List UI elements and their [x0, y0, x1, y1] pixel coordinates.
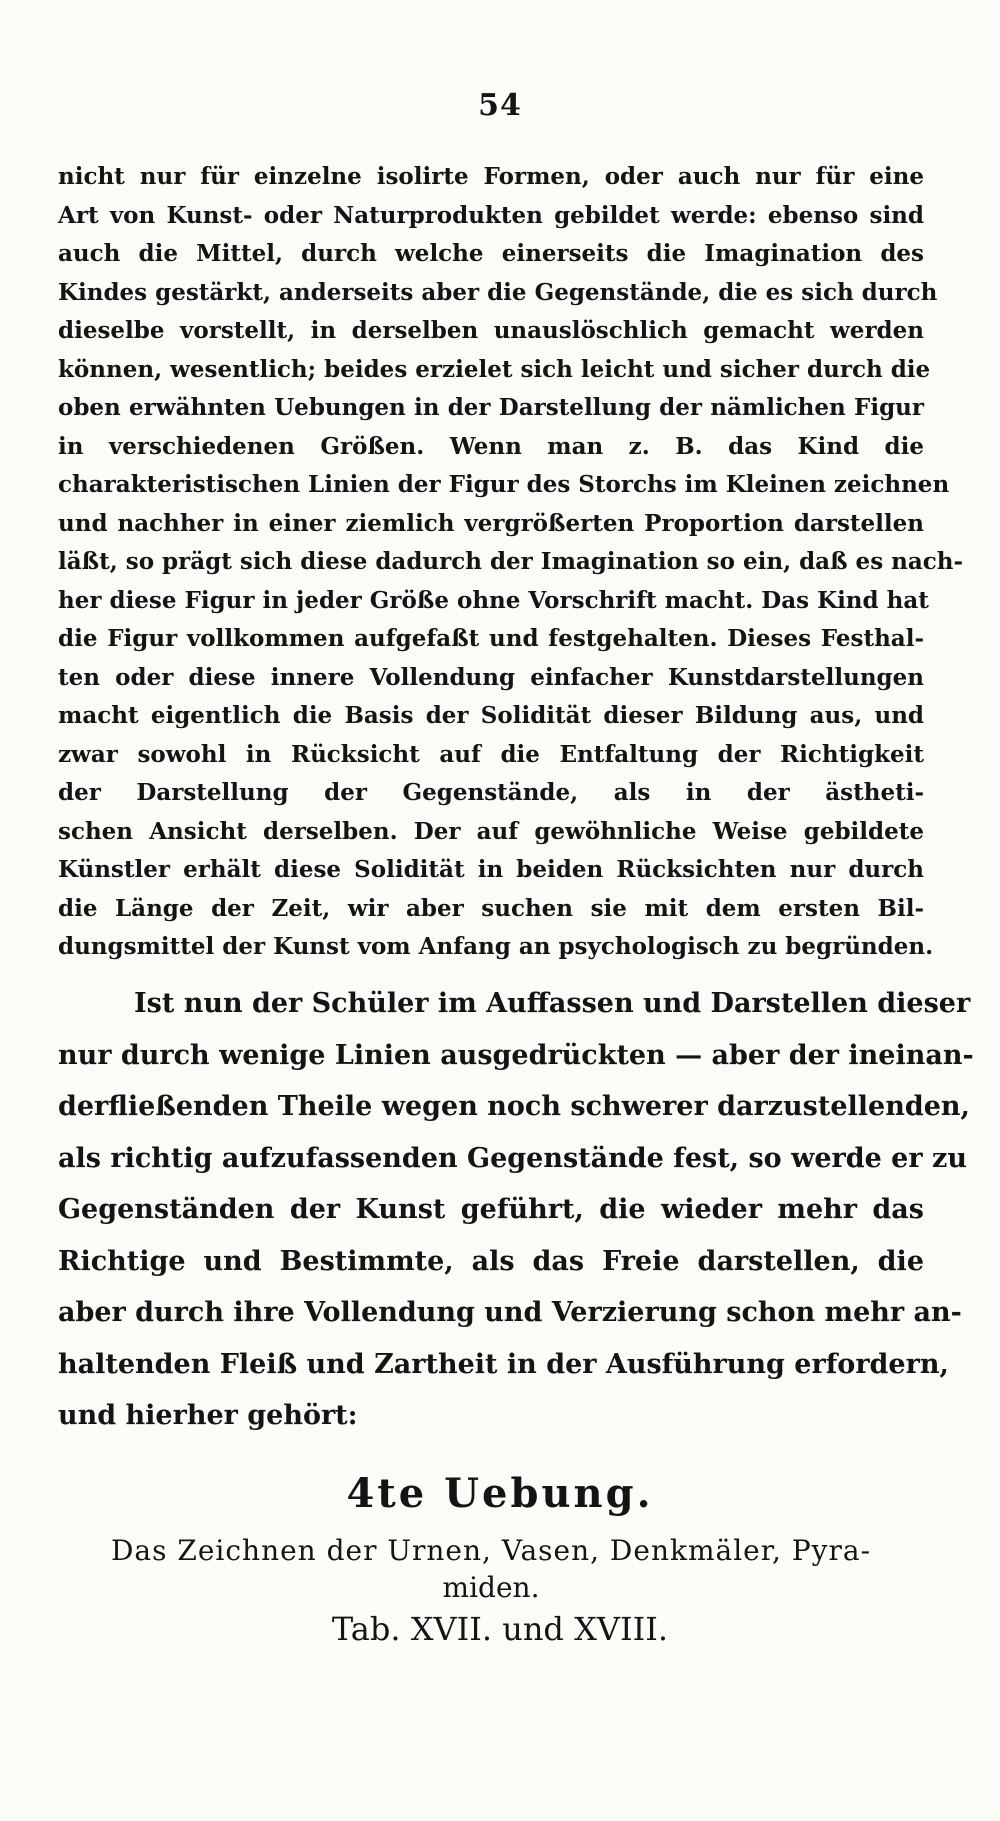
text-line: Kindes gestärkt, anderseits aber die Gegenstände, die es sich durch: [58, 278, 938, 306]
text-line: auch die Mittel, durch welche einerseits die Imagination des: [58, 240, 924, 267]
paragraph-2: [58, 978, 974, 1442]
text-line: Ist nun der Schüler im Auffassen und Darstellen dieser: [134, 988, 971, 1019]
text-line: nur durch wenige Linien ausgedrückten — aber der ineinan-: [58, 1039, 974, 1071]
page-number: 54: [478, 88, 522, 123]
text-line: als richtig aufzufassenden Gegenstände fest, so werde er zu: [58, 1142, 967, 1174]
section-heading: 4te Uebung.: [346, 1470, 654, 1517]
text-line: dieselbe vorstellt, in derselben unauslöschlich gemacht werden: [58, 317, 924, 344]
text-line: die Länge der Zeit, wir aber suchen sie mit dem ersten Bil-: [58, 894, 924, 922]
text-line: Richtige und Bestimmte, als das Freie darstellen, die: [58, 1245, 924, 1277]
text-line: zwar sowohl in Rücksicht auf die Entfaltung der Richtigkeit: [58, 740, 924, 768]
text-line: können, wesentlich; beides erzielet sich leicht und sicher durch die: [58, 355, 931, 383]
text-line: charakteristischen Linien der Figur des Storchs im Kleinen zeichnen: [58, 471, 950, 498]
text-line: nicht nur für einzelne isolirte Formen, oder auch nur für eine: [58, 163, 924, 190]
text-line: schen Ansicht derselben. Der auf gewöhnliche Weise gebildete: [58, 817, 924, 845]
text-line: und nachher in einer ziemlich vergrößerten Proportion darstellen: [58, 509, 924, 537]
subheading-line: Das Zeichnen der Urnen, Vasen, Denkmäler, Pyra-: [110, 1534, 872, 1567]
table-reference: Tab. XVII. und XVIII.: [331, 1610, 669, 1648]
text-line: aber durch ihre Vollendung und Verzierung schon mehr an-: [58, 1297, 962, 1328]
text-line: haltenden Fleiß und Zartheit in der Ausführung erfordern,: [58, 1348, 949, 1380]
text-line: Art von Kunst- oder Naturprodukten gebildet werde: ebenso sind: [58, 201, 924, 229]
text-line: Gegenständen der Kunst geführt, die wieder mehr das: [58, 1194, 924, 1225]
text-line: oben erwähnten Uebungen in der Darstellung der nämlichen Figur: [58, 394, 924, 421]
text-line: dungsmittel der Kunst vom Anfang an psychologisch zu begründen.: [58, 933, 934, 960]
text-line: ten oder diese innere Vollendung einfacher Kunstdarstellungen: [58, 663, 924, 691]
text-line: macht eigentlich die Basis der Solidität dieser Bildung aus, und: [58, 702, 924, 729]
text-line: in verschiedenen Größen. Wenn man z. B. das Kind die: [58, 432, 924, 460]
text-line: der Darstellung der Gegenstände, als in der ästheti-: [58, 779, 924, 806]
text-line: die Figur vollkommen aufgefaßt und festgehalten. Dieses Festhal-: [58, 625, 924, 652]
text-line: läßt, so prägt sich diese dadurch der Imagination so ein, daß es nach-: [58, 548, 964, 575]
text-line: und hierher gehört:: [58, 1400, 358, 1431]
paragraph-1: [58, 158, 964, 967]
text-line: derfließenden Theile wegen noch schwerer darzustellenden,: [58, 1091, 970, 1122]
subheading-line: miden.: [442, 1571, 540, 1604]
section-subheading: [58, 1532, 924, 1606]
text-line: her diese Figur in jeder Größe ohne Vorschrift macht. Das Kind hat: [58, 586, 929, 614]
text-line: Künstler erhält diese Solidität in beiden Rücksichten nur durch: [58, 856, 924, 883]
